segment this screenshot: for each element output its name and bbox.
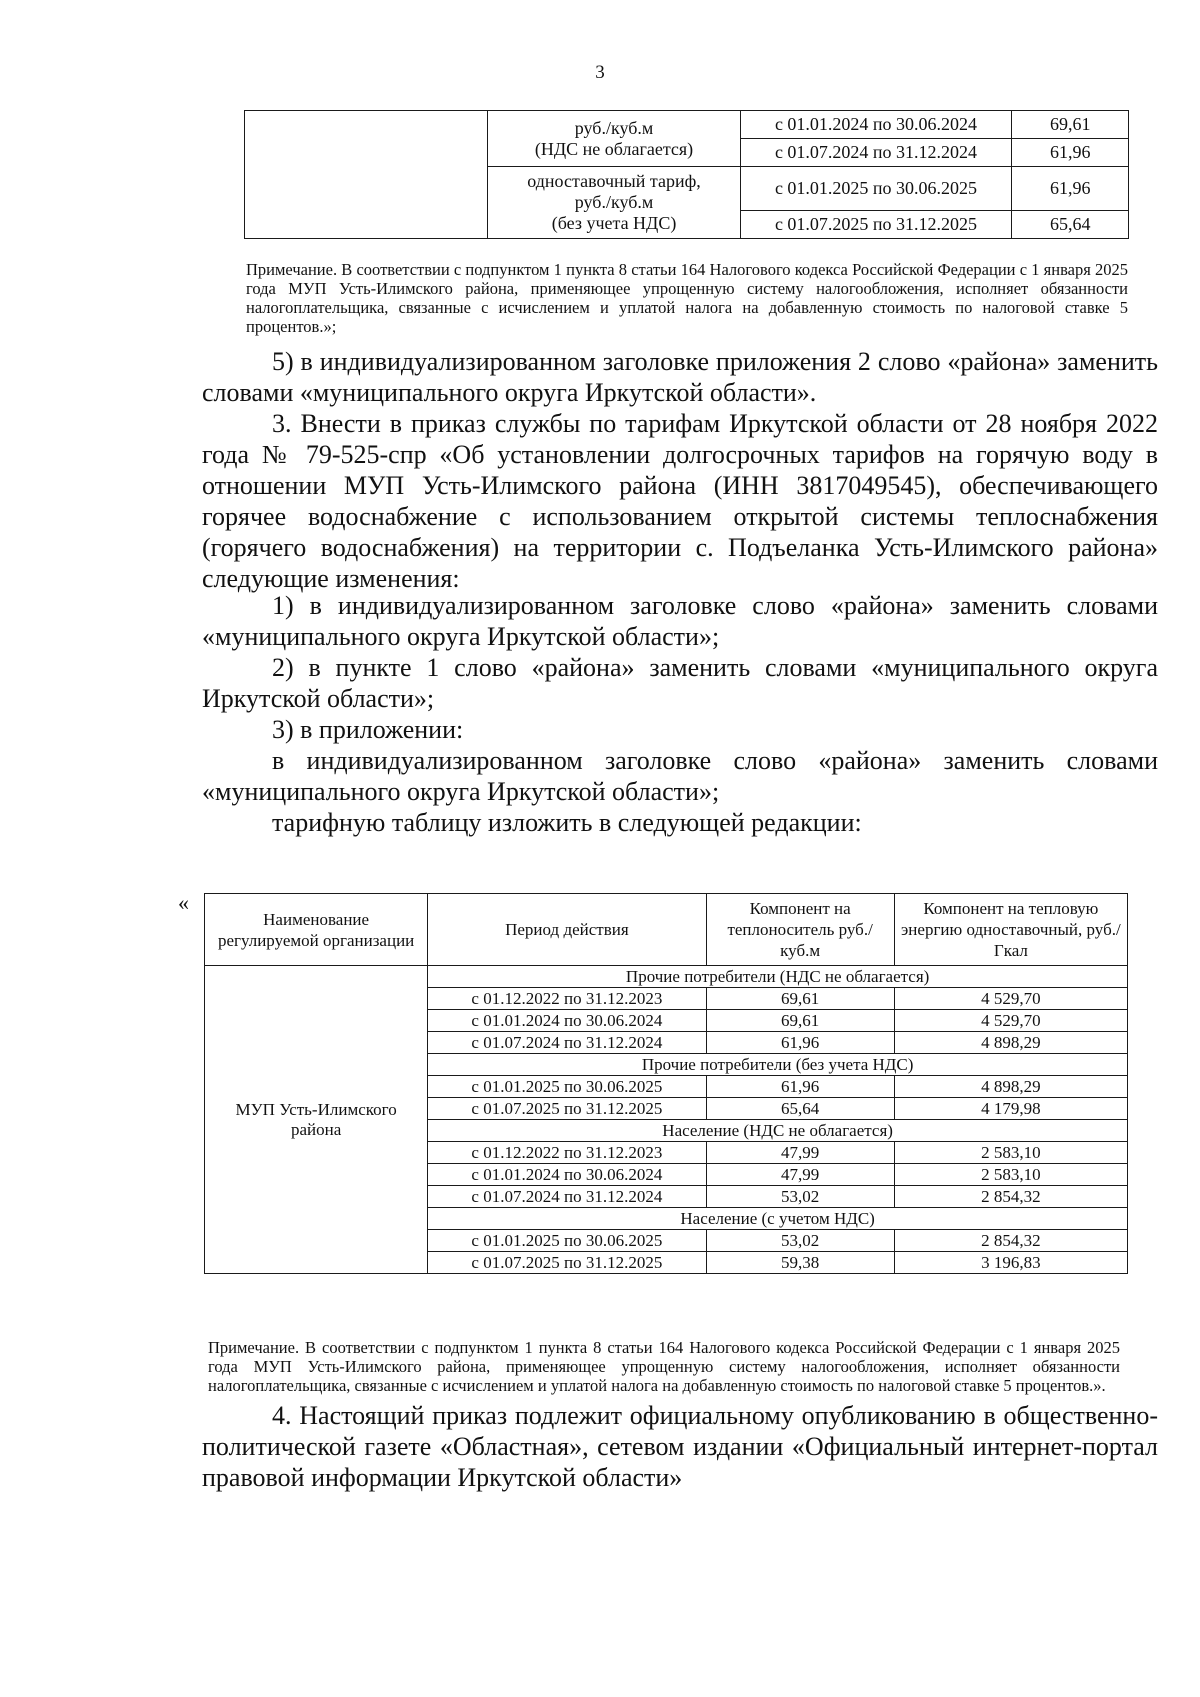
paragraph-section-4: 4. Настоящий приказ подлежит официальному опубликованию в общественно-политической газете «Областная», сетевом издании «Официальный интернет-портал правовой информации Иркутской области» xyxy=(202,1401,1158,1492)
paragraph-item-3-3-table: тарифную таблицу изложить в следующей редакции: xyxy=(272,808,862,837)
period-cell: с 01.01.2025 по 30.06.2025 xyxy=(428,1230,706,1252)
paragraph-item-3-3: 3) в приложении: xyxy=(272,715,464,744)
heat-cell: 4 179,98 xyxy=(894,1098,1127,1120)
group-row xyxy=(205,966,1128,988)
heat-cell: 2 854,32 xyxy=(894,1230,1127,1252)
heat-cell: 4 529,70 xyxy=(894,1010,1127,1032)
coolant-cell: 69,61 xyxy=(706,1010,894,1032)
period-cell: с 01.07.2024 по 31.12.2024 xyxy=(740,139,1012,167)
value-cell: 65,64 xyxy=(1012,211,1129,239)
heat-cell: 4 898,29 xyxy=(894,1076,1127,1098)
unit-cell: руб./куб.м (НДС не облагается) xyxy=(488,111,740,167)
period-cell: с 01.07.2025 по 31.12.2025 xyxy=(428,1252,706,1274)
value-cell: 61,96 xyxy=(1012,139,1129,167)
period-cell: с 01.12.2022 по 31.12.2023 xyxy=(428,988,706,1010)
coolant-cell: 61,96 xyxy=(706,1032,894,1054)
organization-cell: МУП Усть-Илимского района xyxy=(205,966,428,1274)
header-organization: Наименование регулируемой организации xyxy=(205,894,428,966)
coolant-cell: 47,99 xyxy=(706,1164,894,1186)
period-cell: с 01.07.2025 по 31.12.2025 xyxy=(428,1098,706,1120)
table-row xyxy=(245,111,1129,139)
consumer-group-title: Население (с учетом НДС) xyxy=(428,1208,1128,1230)
unit-cell: одноставочный тариф, руб./куб.м (без учета НДС) xyxy=(488,167,740,239)
opening-quote-mark: « xyxy=(178,890,189,915)
period-cell: с 01.12.2022 по 31.12.2023 xyxy=(428,1142,706,1164)
heat-cell: 2 583,10 xyxy=(894,1164,1127,1186)
coolant-cell: 47,99 xyxy=(706,1142,894,1164)
period-cell: с 01.01.2024 по 30.06.2024 xyxy=(740,111,1012,139)
paragraph-item-5: 5) в индивидуализированном заголовке приложения 2 слово «района» заменить словами «муниципального округа Иркутской области». xyxy=(202,347,1158,407)
coolant-cell: 61,96 xyxy=(706,1076,894,1098)
consumer-group-title: Население (НДС не облагается) xyxy=(428,1120,1128,1142)
header-coolant-component: Компонент на теплоноситель руб./куб.м xyxy=(706,894,894,966)
consumer-group-title: Прочие потребители (без учета НДС) xyxy=(428,1054,1128,1076)
header-period: Период действия xyxy=(428,894,706,966)
coolant-cell: 65,64 xyxy=(706,1098,894,1120)
coolant-cell: 69,61 xyxy=(706,988,894,1010)
period-cell: с 01.07.2024 по 31.12.2024 xyxy=(428,1186,706,1208)
heat-cell: 2 854,32 xyxy=(894,1186,1127,1208)
consumer-group-title: Прочие потребители (НДС не облагается) xyxy=(428,966,1128,988)
heat-cell: 3 196,83 xyxy=(894,1252,1127,1274)
coolant-cell: 53,02 xyxy=(706,1186,894,1208)
header-heat-component: Компонент на тепловую энергию одноставочный, руб./Гкал xyxy=(894,894,1127,966)
coolant-cell: 59,38 xyxy=(706,1252,894,1274)
paragraph-item-3-1: 1) в индивидуализированном заголовке слово «района» заменить словами «муниципального округа Иркутской области»; xyxy=(202,591,1158,651)
period-cell: с 01.01.2024 по 30.06.2024 xyxy=(428,1164,706,1186)
paragraph-section-3: 3. Внести в приказ службы по тарифам Иркутской области от 28 ноября 2022 года № 79-525-спр «Об установлении долгосрочных тарифов на горячую воду в отношении МУП Усть-Илимского района (ИНН 3817049545), обеспечивающего горячее водоснабжение с использованием открытой системы теплоснабжения (горячего водоснабжения) на территории с. Подъеланка Усть-Илимского района» следующие изменения: xyxy=(202,409,1158,593)
value-cell: 69,61 xyxy=(1012,111,1129,139)
period-cell: с 01.01.2025 по 30.06.2025 xyxy=(428,1076,706,1098)
value-cell: 61,96 xyxy=(1012,167,1129,211)
period-cell: с 01.07.2024 по 31.12.2024 xyxy=(428,1032,706,1054)
period-cell: с 01.01.2024 по 30.06.2024 xyxy=(428,1010,706,1032)
period-cell: с 01.07.2025 по 31.12.2025 xyxy=(740,211,1012,239)
coolant-cell: 53,02 xyxy=(706,1230,894,1252)
heat-cell: 4 529,70 xyxy=(894,988,1127,1010)
page-number: 3 xyxy=(595,62,605,83)
period-cell: с 01.01.2025 по 30.06.2025 xyxy=(740,167,1012,211)
paragraph-item-3-3-header: в индивидуализированном заголовке слово «района» заменить словами «муниципального округа Иркутской области»; xyxy=(202,746,1158,806)
note-vat-first: Примечание. В соответствии с подпунктом 1 пункта 8 статьи 164 Налогового кодекса Российской Федерации с 1 января 2025 года МУП Усть-Илимского района, применяющее упрощенную систему налогообложения, исполняет обязанности налогоплательщика, связанные с исчислением и уплатой налога на добавленную стоимость по налоговой ставке 5 процентов.»; xyxy=(246,260,1128,336)
paragraph-item-3-2: 2) в пункте 1 слово «района» заменить словами «муниципального округа Иркутской области»; xyxy=(202,653,1158,713)
tariff-table-continuation xyxy=(244,110,1129,239)
tariff-table-header-row xyxy=(205,894,1128,966)
note-vat-second: Примечание. В соответствии с подпунктом 1 пункта 8 статьи 164 Налогового кодекса Российской Федерации с 1 января 2025 года МУП Усть-Илимского района, применяющее упрощенную систему налогообложения, исполняет обязанности налогоплательщика, связанные с исчислением и уплатой налога на добавленную стоимость по налоговой ставке 5 процентов.». xyxy=(208,1338,1120,1395)
empty-org-cell xyxy=(245,111,488,239)
heat-cell: 2 583,10 xyxy=(894,1142,1127,1164)
tariff-table xyxy=(204,893,1128,1274)
heat-cell: 4 898,29 xyxy=(894,1032,1127,1054)
